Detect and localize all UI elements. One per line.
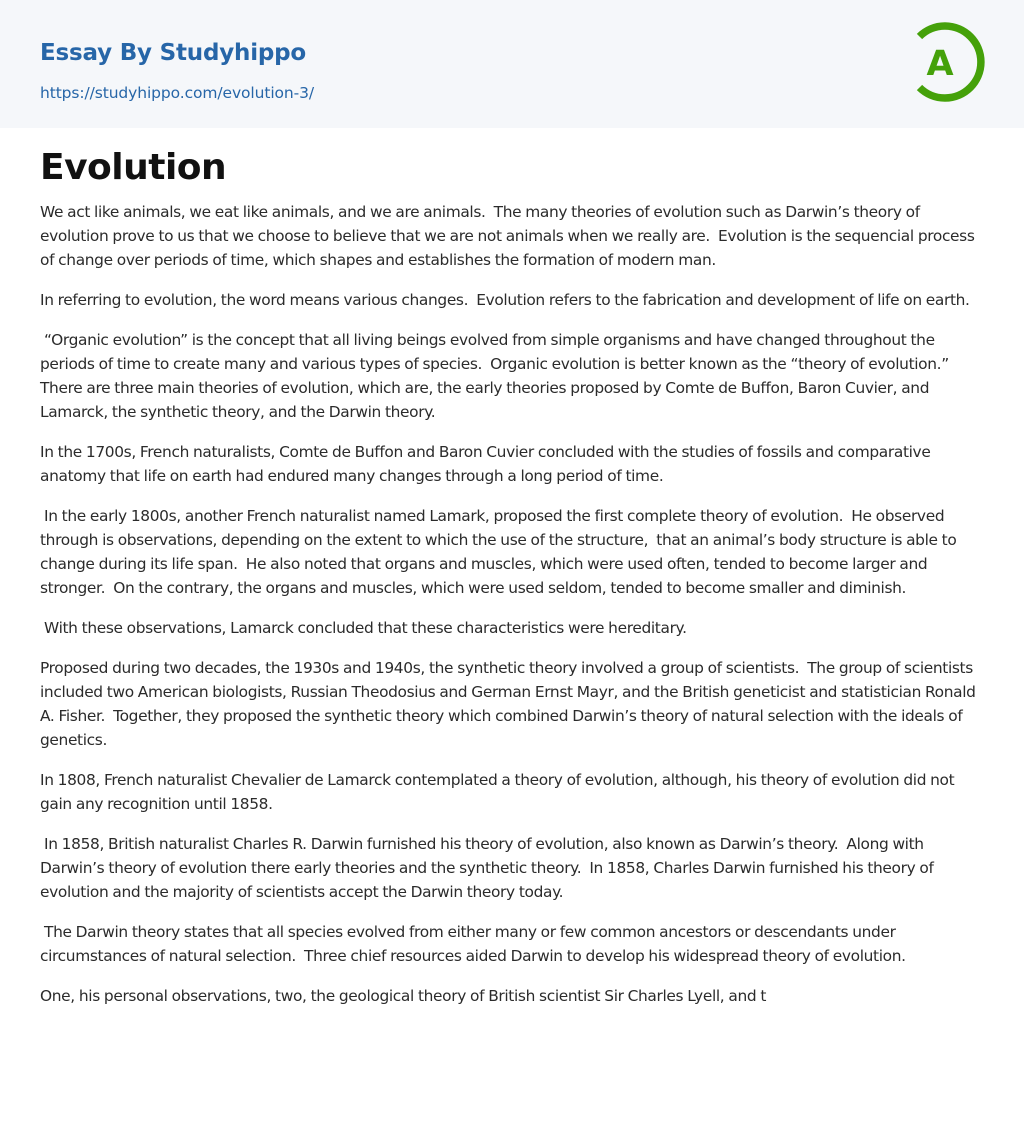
essay-body: [40, 200, 988, 1024]
essay-paragraph: In 1858, British naturalist Charles R. Darwin furnished his theory of evolution, also known as Darwin’s theory. Along with Darwin’s theory of evolution there early theories and the synthetic theory. In 1858, Charles Darwin furnished his theory of evolution and the majority of scientists accept the Darwin theory today.: [40, 835, 938, 901]
essay-paragraph-truncated: One, his personal observations, two, the geological theory of British scientist Sir Charles Lyell, and t: [40, 987, 767, 1005]
essay-paragraph: “Organic evolution” is the concept that all living beings evolved from simple organisms and have changed throughout the periods of time to create many and various types of species. Organic evolution is better known as the “theory of evolution.” There are three main theories of evolution, which are, the early theories proposed by Comte de Buffon, Baron Cuvier, and Lamarck, the synthetic theory, and the Darwin theory.: [40, 331, 957, 421]
essay-url-link[interactable]: https://studyhippo.com/evolution-3/: [40, 84, 315, 102]
svg-text:A: A: [926, 44, 954, 84]
essay-paragraph: In the early 1800s, another French naturalist named Lamark, proposed the first complete theory of evolution. He observed through is observations, depending on the extent to which the use of the structure, that an animal’s body structure is able to change during its life span. He also noted that organs and muscles, which were used often, tended to become larger and stronger. On the contrary, the organs and muscles, which were used seldom, tended to become smaller and diminish.: [40, 507, 961, 597]
page-title: Evolution: [40, 147, 227, 188]
essay-paragraph: With these observations, Lamarck concluded that these characteristics were hereditary.: [40, 619, 687, 637]
essay-paragraph: The Darwin theory states that all species evolved from either many or few common ancestors or descendants under circumstances of natural selection. Three chief resources aided Darwin to develop his widespread theory of evolution.: [40, 923, 906, 965]
essay-paragraph: Proposed during two decades, the 1930s and 1940s, the synthetic theory involved a group of scientists. The group of scientists included two American biologists, Russian Theodosius and German Ernst Mayr, and the British geneticist and statistician Ronald A. Fisher. Together, they proposed the synthetic theory which combined Darwin’s theory of natural selection with the ideals of genetics.: [40, 659, 980, 749]
studyhippo-a-logo-icon[interactable]: [900, 17, 990, 107]
essay-paragraph: In 1808, French naturalist Chevalier de Lamarck contemplated a theory of evolution, although, his theory of evolution did not gain any recognition until 1858.: [40, 771, 959, 813]
brand-title: Essay By Studyhippo: [40, 40, 307, 66]
essay-paragraph: We act like animals, we eat like animals, and we are animals. The many theories of evolution such as Darwin’s theory of evolution prove to us that we choose to believe that we are not animals when we really are. Evolution is the sequencial process of change over periods of time, which shapes and establishes the formation of modern man.: [40, 203, 979, 269]
logo-svg: [900, 17, 990, 107]
essay-paragraph: In the 1700s, French naturalists, Comte de Buffon and Baron Cuvier concluded with the studies of fossils and comparative anatomy that life on earth had endured many changes through a long period of time.: [40, 443, 935, 485]
essay-paragraph: In referring to evolution, the word means various changes. Evolution refers to the fabrication and development of life on earth.: [40, 291, 970, 309]
